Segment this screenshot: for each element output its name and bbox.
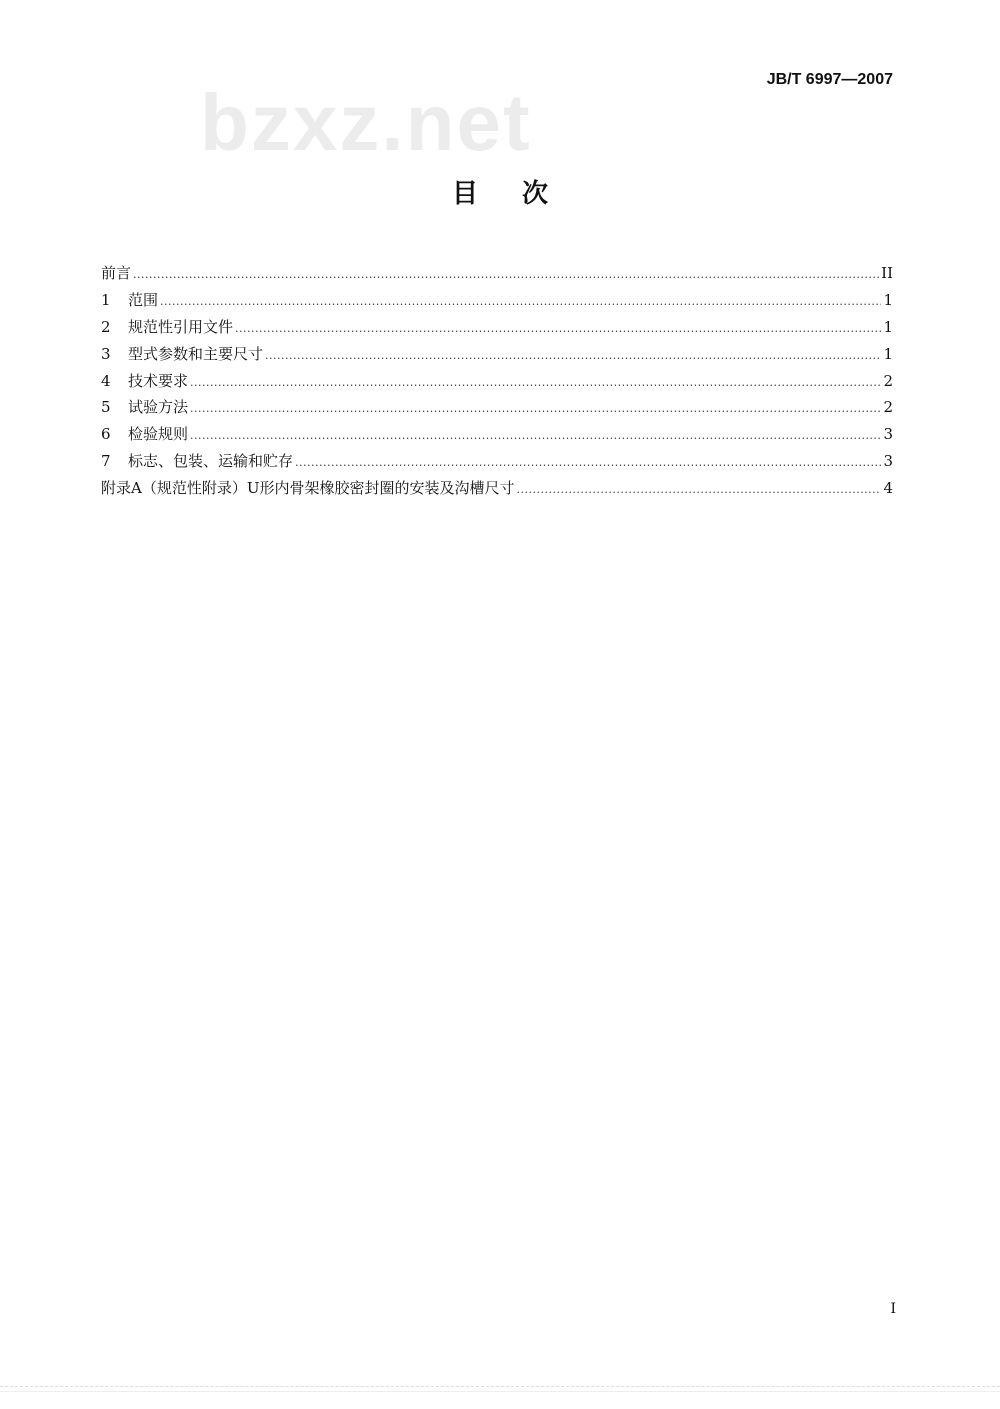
toc-number: 1 (101, 290, 111, 309)
leader-dots (190, 398, 881, 420)
leader-dots (516, 479, 881, 501)
toc-label: 型式参数和主要尺寸 (128, 344, 264, 363)
toc-label: 标志、包装、运输和贮存 (128, 452, 294, 471)
toc-number: 5 (101, 398, 111, 417)
toc-entry[interactable] (101, 316, 893, 343)
toc-number: 6 (101, 425, 111, 444)
table-of-contents (101, 262, 893, 504)
toc-entry[interactable] (101, 450, 893, 477)
toc-number: 7 (101, 452, 111, 471)
title-char: 目 (451, 179, 478, 209)
page-title (0, 178, 1000, 210)
toc-page: 1 (883, 317, 893, 336)
toc-number: 2 (101, 317, 111, 336)
leader-dots (295, 452, 881, 474)
toc-label: 范围 (128, 290, 159, 309)
watermark: bzxz.net (200, 78, 532, 167)
leader-dots (265, 345, 881, 367)
leader-dots (133, 264, 879, 286)
title-char: 次 (522, 179, 549, 209)
toc-page: 2 (883, 371, 893, 390)
toc-entry[interactable] (101, 396, 893, 423)
toc-label: 规范性引用文件 (128, 317, 234, 336)
toc-entry[interactable] (101, 423, 893, 450)
toc-page: II (881, 264, 893, 282)
toc-page: 1 (883, 344, 893, 363)
toc-entry[interactable] (101, 289, 893, 316)
toc-label: 试验方法 (128, 398, 189, 417)
toc-entry-foreword[interactable] (101, 262, 893, 289)
page-number: I (890, 1301, 896, 1317)
toc-page: 2 (883, 398, 893, 417)
leader-dots (235, 318, 881, 340)
toc-page: 1 (883, 290, 893, 309)
leader-dots (190, 425, 881, 447)
toc-entry[interactable] (101, 370, 893, 397)
toc-label: 前言 (101, 264, 132, 282)
page-edge-divider (0, 1386, 1000, 1392)
toc-number: 4 (101, 371, 111, 390)
toc-label: 检验规则 (128, 425, 189, 444)
toc-entry-appendix-a[interactable] (101, 477, 893, 504)
toc-page: 3 (883, 425, 893, 444)
standard-number: JB/T 6997—2007 (766, 71, 893, 88)
toc-page: 3 (883, 452, 893, 471)
leader-dots (160, 291, 881, 313)
toc-label: 技术要求 (128, 371, 189, 390)
leader-dots (190, 372, 881, 394)
toc-number: 3 (101, 344, 111, 363)
toc-entry[interactable] (101, 343, 893, 370)
toc-page: 4 (883, 479, 893, 498)
toc-label: 附录A（规范性附录）U形内骨架橡胶密封圈的安装及沟槽尺寸 (101, 479, 515, 498)
